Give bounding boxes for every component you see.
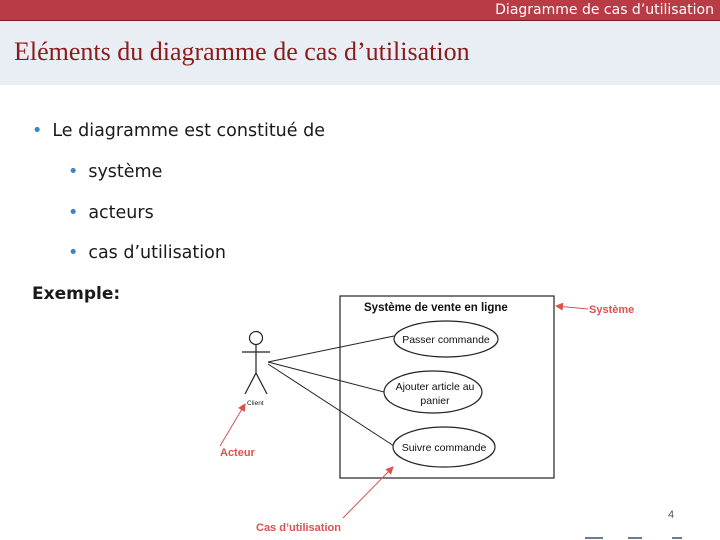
section-title: Diagramme de cas d’utilisation <box>495 2 714 18</box>
bullet-dot-icon: • <box>68 203 79 223</box>
page-number: 4 <box>668 509 675 521</box>
slide-title: Eléments du diagramme de cas d’utilisation <box>14 37 470 66</box>
use-case-label: Ajouter article au <box>395 381 475 393</box>
use-case-suivre-commande <box>393 427 495 467</box>
bullet-dot-icon: • <box>68 243 79 263</box>
bullet-dot-icon: • <box>68 162 79 182</box>
use-case-ajouter-article <box>384 371 482 413</box>
sub-bullet-text: acteurs <box>88 203 154 223</box>
actor-name: Client <box>247 400 264 407</box>
sub-bullet-text: cas d’utilisation <box>88 243 226 263</box>
use-case-passer-commande <box>394 321 498 357</box>
annotation-system: Système <box>589 304 635 316</box>
annotation-use-case: Cas d’utilisation <box>256 522 341 534</box>
use-case-label: Passer commande <box>402 334 490 346</box>
system-name: Système de vente en ligne <box>364 302 508 314</box>
sub-bullet-text: système <box>88 162 163 182</box>
annotation-actor: Acteur <box>220 447 255 459</box>
example-label: Exemple: <box>32 284 121 304</box>
bullet-dot-icon: • <box>32 121 43 141</box>
actor-icon <box>242 332 270 395</box>
use-case-label: Suivre commande <box>401 442 487 454</box>
bullet-main-text: Le diagramme est constitué de <box>52 121 325 141</box>
footer-marks <box>585 537 682 539</box>
use-case-label: panier <box>420 395 450 407</box>
